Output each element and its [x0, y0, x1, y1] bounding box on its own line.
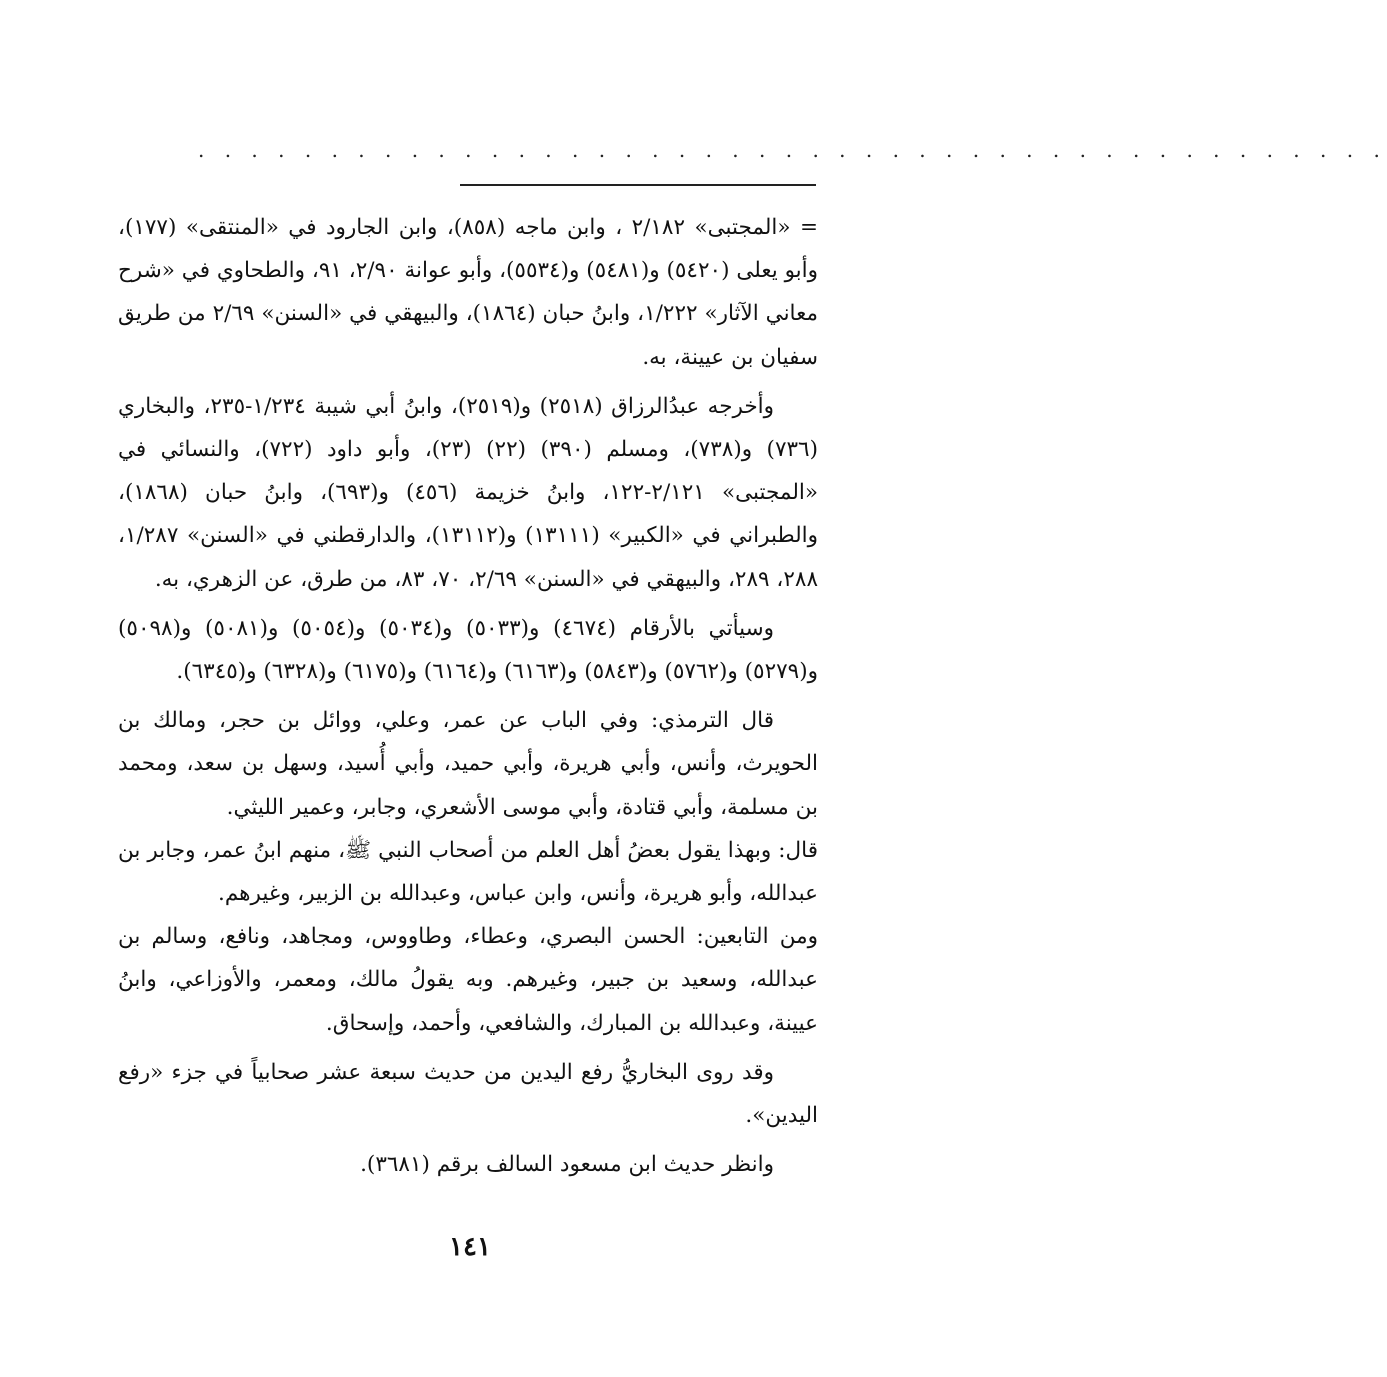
paragraph-cross-references: وسيأتي بالأرقام (٤٦٧٤) و(٥٠٣٣) و(٥٠٣٤) و(٥٠٥٤) و(٥٠٨١) و(٥٠٩٨) و(٥٢٧٩) و(٥٧٦٢) و(٥٨٤٣) و(٦١٦٣) و(٦١٦٤) و(٦١٧٥) و(٦٣٢٨) و(٦٣٤٥). [118, 615, 818, 685]
paragraph-continuation: = «المجتبى» ٢/١٨٢ ، وابن ماجه (٨٥٨)، وابن الجارود في «المنتقى» (١٧٧)، وأبو يعلى (٥٤٢٠) و(٥٤٨١) و(٥٥٣٤)، وأبو عوانة ٢/٩٠، ٩١، والطحاوي في «شرح معاني الآثار» ١/٢٢٢، وابنُ حبان (١٨٦٤)، والبيهقي في «السنن» ٢/٦٩ من طريق سفيان بن عيينة، به. [118, 215, 819, 370]
paragraph-takhrij: وأخرجه عبدُالرزاق (٢٥١٨) و(٢٥١٩)، وابنُ أبي شيبة ١/٢٣٤-٢٣٥، والبخاري (٧٣٦) و(٧٣٨)، ومسلم (٣٩٠) (٢٢) (٢٣)، وأبو داود (٧٢٢)، والنسائي في «المجتبى» ٢/١٢١-١٢٢، وابنُ خزيمة (٤٥٦) و(٦٩٣)، وابنُ حبان (١٨٦٨)، والطبراني في «الكبير» (١٣١١١) و(١٣١١٢)، والدارقطني في «السنن» ١/٢٨٧، ٢٨٨، ٢٨٩، والبيهقي في «السنن» ٢/٦٩، ٧٠، ٨٣، من طرق، عن الزهري، به. [118, 393, 819, 592]
page-number: ١٤١ [449, 1232, 491, 1262]
footnote-body [118, 206, 818, 1186]
paragraph-tirmidhi: قال الترمذي: وفي الباب عن عمر، وعلي، ووائل بن حجر، ومالك بن الحويرث، وأنس، وأبي هريرة، وأبي حميد، وأبي أُسيد، وسهل بن سعد، ومحمد بن مسلمة، وأبي قتادة، وأبي موسى الأشعري، وجابر، وعمير الليثي. [118, 708, 818, 820]
paragraph-companions: قال: وبهذا يقول بعضُ أهل العلم من أصحاب النبي ﷺ، منهم ابنُ عمر، وجابر بن عبدالله، وأبو هريرة، وأنس، وابن عباس، وعبدالله بن الزبير، وغيرهم. [118, 837, 818, 907]
paragraph-tabiin: ومن التابعين: الحسن البصري، وعطاء، وطاووس، ومجاهد، ونافع، وسالم بن عبدالله، وسعيد بن جبير، وغيرهم. وبه يقولُ مالك، ومعمر، والأوزاعي، وابنُ عيينة، وعبدالله بن المبارك، والشافعي، وأحمد، وإسحاق. [118, 924, 818, 1036]
footnote-dotted-separator: . . . . . . . . . . . . . . . . . . . . . . . . . . . . . . . . . . . . . . . . . . . . . [198, 138, 1387, 162]
paragraph-see-also: وانظر حديث ابن مسعود السالف برقم (٣٦٨١). [360, 1152, 774, 1178]
footnote-rule [460, 184, 816, 186]
paragraph-bukhari: وقد روى البخاريُّ رفع اليدين من حديث سبعة عشر صحابياً في جزء «رفع اليدين». [118, 1059, 818, 1129]
